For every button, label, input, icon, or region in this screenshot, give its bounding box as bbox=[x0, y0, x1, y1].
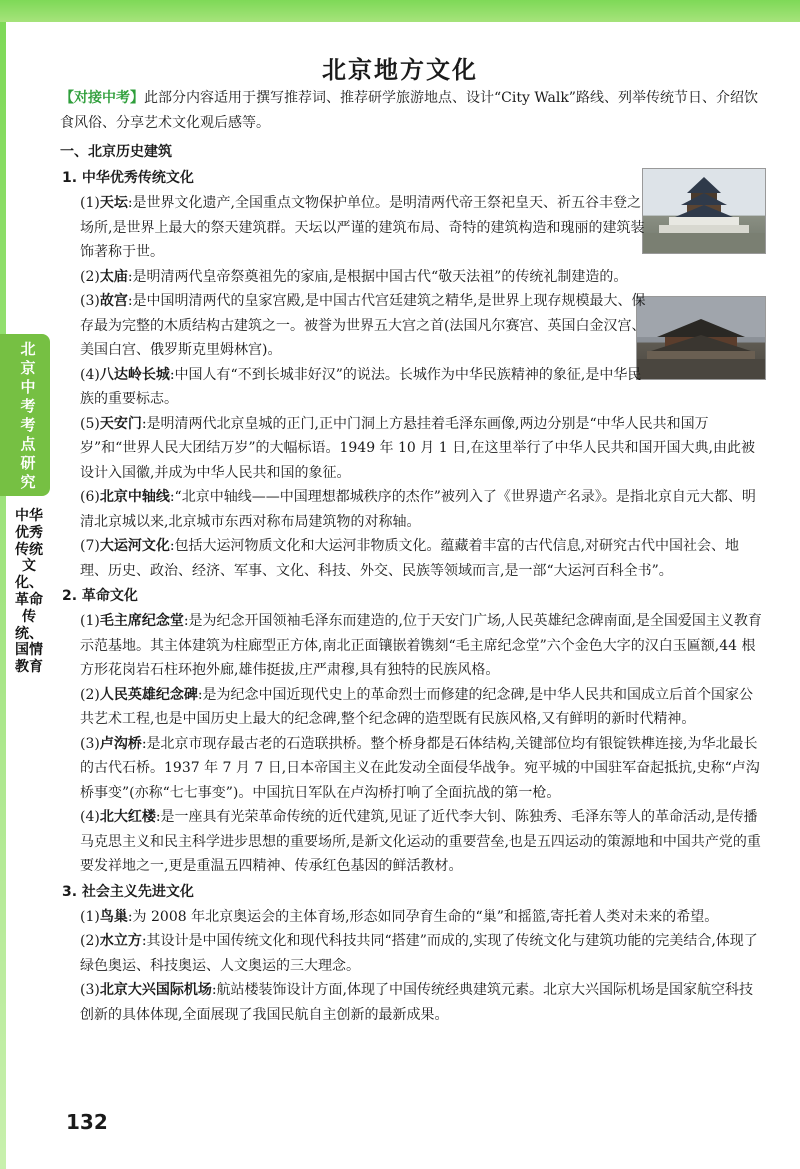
list-item: (5)天安门:是明清两代北京皇城的正门,正中门洞上方悬挂着毛泽东画像,两边分别是“中华人民共和国万岁”和“世界人民大团结万岁”的大幅标语。1949 年 10 月 1 日,在这里举行了中华人民共和国开国大典,由此被设计入国徽,并成为中华人民共和国的象征。 bbox=[80, 415, 755, 481]
list-item: (4)北大红楼:是一座具有光荣革命传统的近代建筑,见证了近代李大钊、陈独秀、毛泽东等人的革命活动,是传播马克思主义和民主科学进步思想的重要场所,是新文化运动的重要营垒,也是五四运动的策源地和中国共产党的重要发祥地之一,更是重温五四精神、传承红色基因的鲜活教材。 bbox=[80, 809, 761, 874]
list-item: (2)太庙:是明清两代皇帝祭奠祖先的家庙,是根据中国古代“敬天法祖”的传统礼制建造的。 bbox=[80, 268, 628, 285]
page-number: 132 bbox=[66, 1110, 108, 1134]
list-item: (1)鸟巢:为 2008 年北京奥运会的主体育场,形态如同孕育生命的“巢”和摇篮,寄托着人类对未来的希望。 bbox=[80, 908, 719, 925]
list-item: (1)毛主席纪念堂:是为纪念开国领袖毛泽东而建造的,位于天安门广场,人民英雄纪念碑南面,是全国爱国主义教育示范基地。其主体建筑为柱廊型正方体,南北正面镶嵌着镌刻“毛主席纪念堂”六个金色大字的汉白玉匾额,44 根方形花岗岩石柱环抱外廊,雄伟挺拔,庄严肃穆,具有独特的民族风格。 bbox=[80, 613, 762, 678]
intro-tag: 【对接中考】 bbox=[60, 90, 144, 106]
page-title: 北京地方文化 bbox=[322, 56, 478, 84]
list-item: (3)故宫:是中国明清两代的皇家宫殿,是中国古代宫廷建筑之精华,是世界上现存规模最大、保存最为完整的木质结构古建筑之一。被誉为世界五大宫之首(法国凡尔赛宫、英国白金汉宫、美国白宫、俄罗斯克里姆林宫)。 bbox=[80, 293, 646, 358]
section-heading: 一、北京历史建筑 bbox=[60, 144, 172, 160]
left-green-edge bbox=[0, 22, 6, 1169]
list-item: (2)人民英雄纪念碑:是为纪念中国近现代史上的革命烈士而修建的纪念碑,是中华人民共和国成立后首个国家公共艺术工程,也是中国历史上最大的纪念碑,整个纪念碑的造型既有民族风格,又有鲜明的新时代精神。 bbox=[80, 686, 754, 727]
list-item: (4)八达岭长城:中国人有“不到长城非好汉”的说法。长城作为中华民族精神的象征,是中华民族的重要标志。 bbox=[80, 366, 642, 407]
side-tab-label: 北京中考考点研究 bbox=[20, 340, 36, 491]
top-color-band bbox=[0, 0, 800, 22]
side-topic-label: 中华优秀传统文化、革命传统、国情教育 bbox=[15, 508, 43, 676]
list-item: (1)天坛:是世界文化遗产,全国重点文物保护单位。是明清两代帝王祭祀皇天、祈五谷丰登之场所,是世界上最大的祭天建筑群。天坛以严谨的建筑布局、奇特的建筑构造和瑰丽的建筑装饰著称于世。 bbox=[80, 195, 645, 260]
list-item: (3)北京大兴国际机场:航站楼装饰设计方面,体现了中国传统经典建筑元素。北京大兴国际机场是国家航空科技创新的具体体现,全面展现了我国民航自主创新的最新成果。 bbox=[80, 982, 754, 1023]
intro-paragraph bbox=[60, 86, 764, 135]
subsection-heading-traditional: 1. 中华优秀传统文化 bbox=[62, 170, 194, 186]
main-content bbox=[60, 86, 764, 1027]
subsection-heading-socialist: 3. 社会主义先进文化 bbox=[62, 883, 194, 900]
list-item: (3)卢沟桥:是北京市现存最古老的石造联拱桥。整个桥身都是石体结构,关键部位均有银锭铁榫连接,为华北最长的古代石桥。1937 年 7 月 7 日,日本帝国主义在此发动全面侵华战争。宛平城的中国驻军奋起抵抗,史称“卢沟桥事变”(亦称“七七事变”)。中国抗日军队在卢沟桥打响了全面抗战的第一枪。 bbox=[80, 735, 760, 801]
intro-text: 此部分内容适用于撰写推荐词、推荐研学旅游地点、设计“City Walk”路线、列举传统节日、介绍饮食风俗、分享艺术文化观后感等。 bbox=[60, 90, 758, 131]
list-item: (2)水立方:其设计是中国传统文化和现代科技共同“搭建”而成的,实现了传统文化与建筑功能的完美结合,体现了绿色奥运、科技奥运、人文奥运的三大理念。 bbox=[80, 933, 758, 974]
list-item: (7)大运河文化:包括大运河物质文化和大运河非物质文化。蕴藏着丰富的古代信息,对研究古代中国社会、地理、历史、政治、经济、军事、文化、科技、外交、民族等领域而言,是一部“大运河百科全书”。 bbox=[80, 538, 740, 579]
subsection-heading-revolutionary: 2. 革命文化 bbox=[62, 588, 138, 604]
list-item: (6)北京中轴线:“北京中轴线——中国理想都城秩序的杰作”被列入了《世界遗产名录》。是指北京自元大都、明清北京城以来,北京城市东西对称布局建筑物的对称轴。 bbox=[80, 489, 756, 530]
